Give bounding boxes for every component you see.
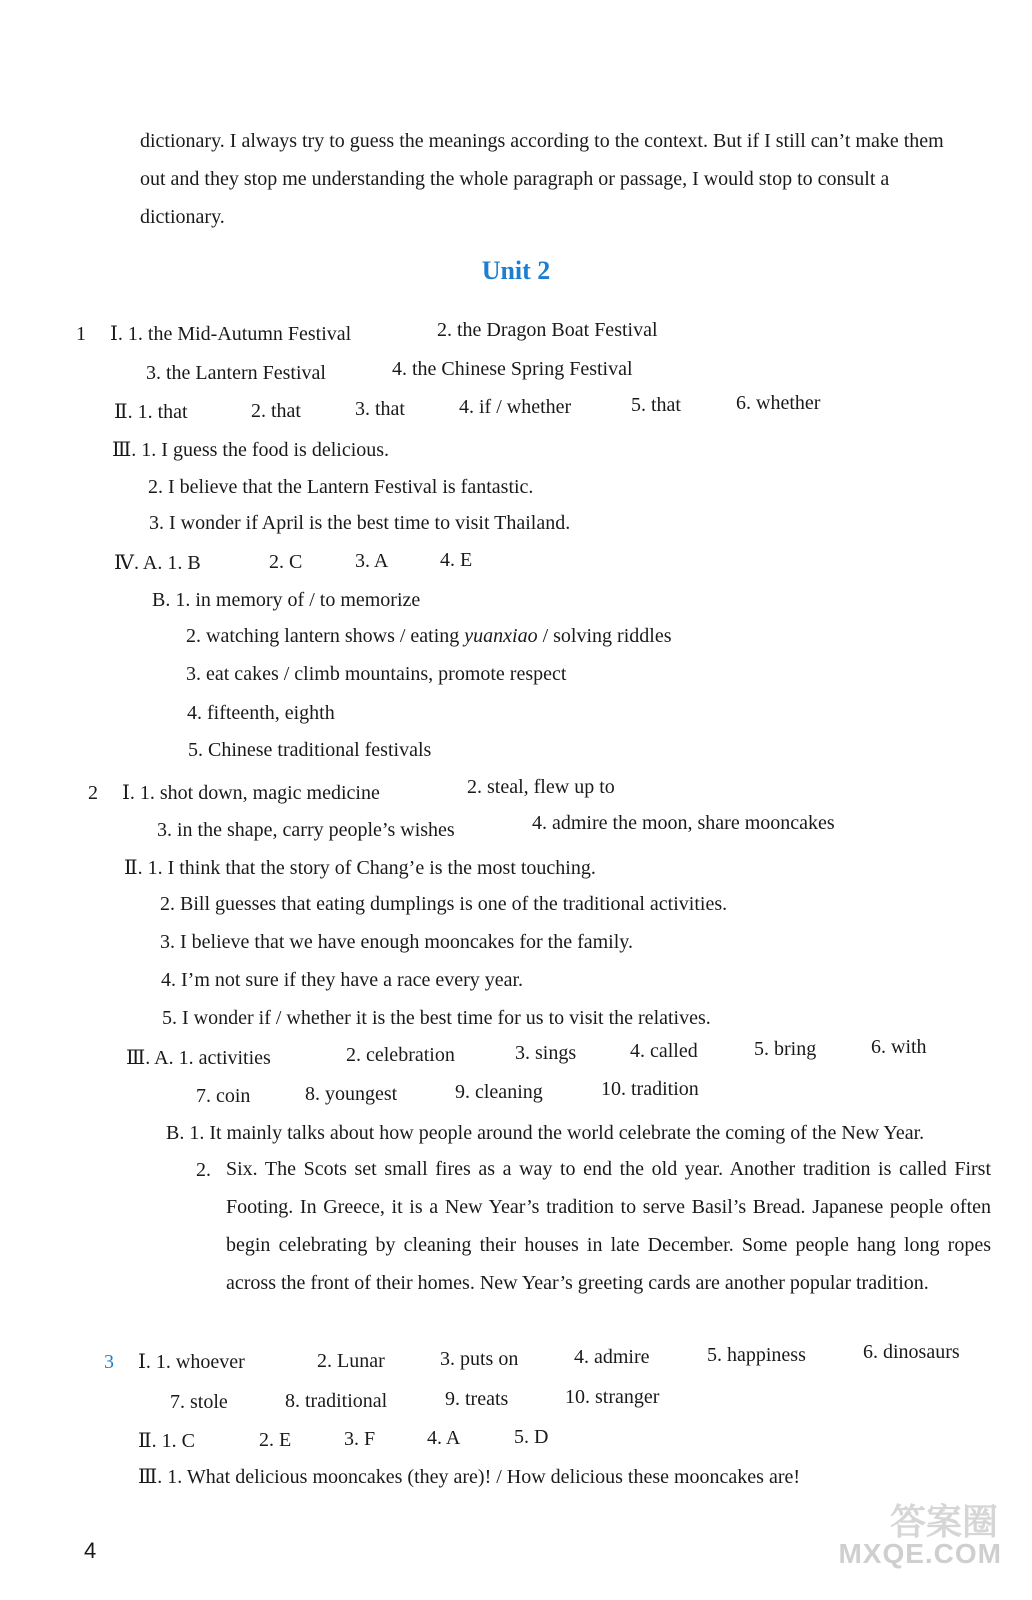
answer-line: 5. Chinese traditional festivals	[188, 739, 432, 761]
answer-line: 8. traditional	[285, 1390, 388, 1412]
answer-line: 6. whether	[736, 392, 821, 414]
answer-line: 9. cleaning	[455, 1081, 543, 1103]
answer-line: 4. called	[630, 1040, 698, 1062]
answer-line: B. 1. It mainly talks about how people around the world celebrate the coming of the New Year.	[166, 1122, 925, 1144]
answer-line: Ⅰ. 1. whoever	[138, 1351, 245, 1373]
answer-line: 3. I wonder if April is the best time to visit Thailand.	[149, 512, 571, 534]
answer-line: 2. I believe that the Lantern Festival is fantastic.	[148, 476, 534, 498]
intro-paragraph: dictionary. I always try to guess the meanings according to the context. But if I still can’t make them out and they stop me understanding the whole paragraph or passage, I would stop to consult a dictionary.	[140, 130, 944, 228]
answer-line: 5. that	[631, 394, 681, 416]
answer-line: 2. steal, flew up to	[467, 776, 615, 798]
answer-line: Ⅱ. 1. C	[138, 1430, 195, 1452]
answer-line: Ⅰ. 1. shot down, magic medicine	[122, 782, 380, 804]
answer-line: 2. E	[259, 1429, 292, 1451]
answer-line: 4. admire	[574, 1346, 650, 1368]
answer-line: 8. youngest	[305, 1083, 398, 1105]
answer-line: 7. stole	[170, 1391, 228, 1413]
answer-line: 2. watching lantern shows / eating yuanxiao / solving riddles	[186, 625, 672, 647]
answer-line: 7. coin	[196, 1085, 251, 1107]
unit-title: Unit 2	[481, 256, 551, 285]
b2-answer-paragraph: Six. The Scots set small fires as a way to end the old year. Another tradition is called First Footing. In Greece, it is a New Year’s tradition to serve Basil’s Bread. Japanese people often begin celebrating by cleaning their houses in late December. Some people hang long ropes across the front of their homes. New Year’s greeting cards are another popular tradition.	[226, 1158, 991, 1294]
answer-line: 1	[76, 323, 86, 345]
answer-line: 4. fifteenth, eighth	[187, 702, 335, 724]
answer-line: 5. bring	[754, 1038, 817, 1060]
answer-line: 10. stranger	[565, 1386, 660, 1408]
answer-line: Ⅲ. A. 1. activities	[126, 1047, 271, 1069]
answer-line: Ⅲ. 1. What delicious mooncakes (they are)! / How delicious these mooncakes are!	[138, 1466, 801, 1488]
answer-line: Ⅱ. 1. that	[114, 401, 188, 423]
answer-line: 3. A	[355, 550, 389, 572]
answer-line: 6. with	[871, 1036, 927, 1058]
answer-line: 2.	[196, 1159, 211, 1181]
answer-line: 3	[104, 1351, 114, 1373]
answer-line: 5. I wonder if / whether it is the best time for us to visit the relatives.	[162, 1007, 711, 1029]
page-number: 4	[84, 1538, 97, 1563]
answer-line: 2. Bill guesses that eating dumplings is one of the traditional activities.	[160, 893, 728, 915]
answer-line: 4. E	[440, 549, 473, 571]
answer-line: 2. celebration	[346, 1044, 455, 1066]
answer-line: 4. I’m not sure if they have a race every year.	[161, 969, 524, 991]
answer-line: B. 1. in memory of / to memorize	[152, 589, 421, 611]
answer-line: 9. treats	[445, 1388, 509, 1410]
answer-line: 2. the Dragon Boat Festival	[437, 319, 658, 341]
answer-line: 3. puts on	[440, 1348, 519, 1370]
answer-line: Ⅲ. 1. I guess the food is delicious.	[112, 439, 390, 461]
answer-line: 2. Lunar	[317, 1350, 385, 1372]
answer-line: 4. if / whether	[459, 396, 572, 418]
answer-line: 6. dinosaurs	[863, 1341, 960, 1363]
answer-line: 2. that	[251, 400, 301, 422]
answer-line: 3. eat cakes / climb mountains, promote respect	[186, 663, 567, 685]
answer-line: 5. D	[514, 1426, 549, 1448]
answer-line: 2	[88, 782, 98, 804]
answer-line: 3. the Lantern Festival	[146, 362, 326, 384]
answer-line: 3. in the shape, carry people’s wishes	[157, 819, 455, 841]
answer-line: Ⅱ. 1. I think that the story of Chang’e is the most touching.	[124, 857, 596, 879]
answer-line: 4. the Chinese Spring Festival	[392, 358, 633, 380]
answer-line: 4. admire the moon, share mooncakes	[532, 812, 835, 834]
answer-line: 3. F	[344, 1428, 376, 1450]
answer-line: Ⅰ. 1. the Mid-Autumn Festival	[110, 323, 352, 345]
answer-line: 5. happiness	[707, 1344, 806, 1366]
answer-line: 3. I believe that we have enough mooncakes for the family.	[160, 931, 633, 953]
answer-line: 2. C	[269, 551, 303, 573]
answer-line: 3. sings	[515, 1042, 577, 1064]
watermark-top: 答案圈	[889, 1502, 998, 1543]
answer-line: 3. that	[355, 398, 405, 420]
watermark-text: MXQE.COM	[838, 1538, 1002, 1569]
answer-line: Ⅳ. A. 1. B	[114, 552, 201, 574]
answer-line: 10. tradition	[601, 1078, 699, 1100]
answer-line: 4. A	[427, 1427, 461, 1449]
